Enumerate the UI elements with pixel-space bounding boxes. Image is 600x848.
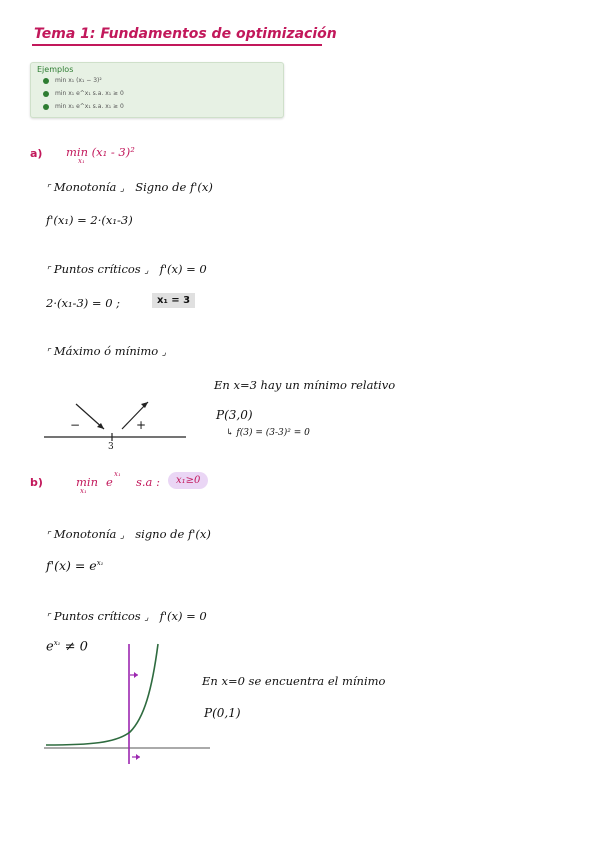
exponential-graph — [40, 640, 216, 770]
part-a-derivative: f'(x₁) = 2·(x₁-3) — [46, 213, 133, 227]
bullet-icon — [43, 91, 49, 97]
part-a-objective-sub: x₁ — [78, 157, 85, 165]
part-a-critical-points: ⌜ Puntos críticos ⌟ f'(x) = 0 — [46, 262, 207, 276]
title-underline — [32, 44, 322, 46]
example-item: min x₁ e^x₁ s.a. x₁ ≥ 0 — [43, 103, 124, 110]
part-a-point-calc: ↳ f(3) = (3-3)² = 0 — [226, 428, 310, 438]
sign-minus: − — [70, 418, 81, 432]
example-item: min x₁ e^x₁ s.a. x₁ ≥ 0 — [43, 90, 124, 97]
part-b-point: P(0,1) — [204, 706, 241, 720]
part-b-label: b) — [30, 476, 43, 489]
part-a-critical-result: x₁ = 3 — [152, 293, 195, 308]
part-a-point: P(3,0) — [216, 408, 253, 422]
part-b-objective-fn: e — [106, 475, 113, 489]
bullet-icon — [43, 104, 49, 110]
examples-heading: Ejemplos — [37, 65, 74, 74]
page-title: Tema 1: Fundamentos de optimización — [34, 26, 337, 42]
part-a-max-min: ⌜ Máximo ó mínimo ⌟ — [46, 344, 167, 358]
part-b-objective-sub: x₁ — [80, 487, 87, 495]
part-a-label: a) — [30, 147, 43, 160]
example-item: min x₁ (x₁ − 3)² — [43, 77, 102, 84]
part-a-monotonia: ⌜ Monotonía ⌟ Signo de f'(x) — [46, 180, 213, 194]
sign-tick-label: 3 — [108, 442, 114, 452]
part-b-critical-points: ⌜ Puntos críticos ⌟ f'(x) = 0 — [46, 609, 207, 623]
part-b-objective-exp: x₁ — [114, 470, 121, 478]
part-b-monotonia: ⌜ Monotonía ⌟ signo de f'(x) — [46, 527, 211, 541]
exp-curve — [46, 644, 158, 745]
part-a-note: En x=3 hay un mínimo relativo — [214, 378, 396, 392]
feasible-arrowhead-bottom — [136, 754, 140, 760]
part-b-note: En x=0 se encuentra el mínimo — [202, 674, 386, 688]
increasing-arrowhead — [141, 402, 148, 408]
feasible-arrowhead-top — [134, 672, 138, 678]
part-b-objective-min: min — [76, 475, 98, 489]
bullet-icon — [43, 78, 49, 84]
part-a-critical-eq: 2·(x₁-3) = 0 ; — [46, 296, 121, 310]
part-a-objective: min (x₁ - 3)² — [66, 145, 135, 159]
sign-plus: + — [136, 418, 147, 432]
examples-box — [30, 62, 284, 118]
part-b-critical-eq: $e^{x_1} \ne 0$ — [46, 639, 88, 655]
part-b-constraint-label: s.a : — [136, 475, 160, 489]
sign-diagram — [40, 394, 200, 456]
part-b-derivative: $f'(x) = e^{x_1}$ — [46, 558, 104, 573]
part-b-constraint: x₁≥0 — [168, 472, 208, 489]
